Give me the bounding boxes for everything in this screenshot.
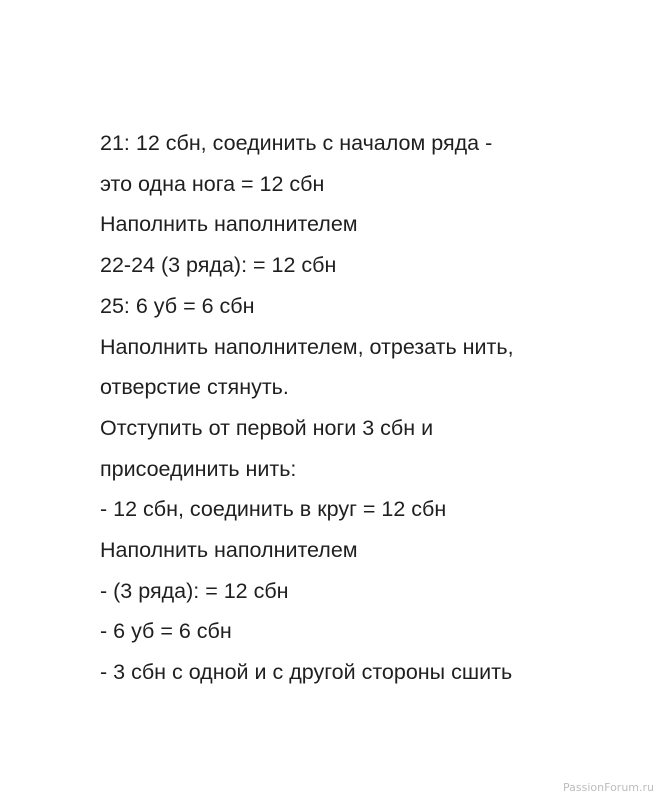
text-line-12: - (3 ряда): = 12 сбн: [100, 578, 289, 603]
text-line-9: присоединить нить:: [100, 456, 297, 481]
text-line-3: Наполнить наполнителем: [100, 212, 358, 237]
text-line-11: Наполнить наполнителем: [100, 538, 358, 563]
watermark: PassionForum.ru: [563, 781, 654, 794]
text-line-14: - 3 сбн с одной и с другой стороны сшить: [100, 660, 513, 685]
text-line-10: - 12 сбн, соединить в круг = 12 сбн: [100, 497, 447, 522]
text-line-2: это одна нога = 12 сбн: [100, 171, 325, 196]
text-line-1: 21: 12 сбн, соединить с началом ряда -: [100, 131, 493, 155]
instructions-text: [100, 123, 640, 693]
text-line-7: отверстие стянуть.: [100, 375, 289, 400]
text-line-8: Отступить от первой ноги 3 сбн и: [100, 415, 434, 440]
text-line-4: 22-24 (3 ряда): = 12 сбн: [100, 253, 337, 278]
text-line-13: - 6 уб = 6 сбн: [100, 619, 232, 644]
text-line-6: Наполнить наполнителем, отрезать нить,: [100, 334, 514, 359]
text-line-5: 25: 6 уб = 6 сбн: [100, 293, 255, 318]
